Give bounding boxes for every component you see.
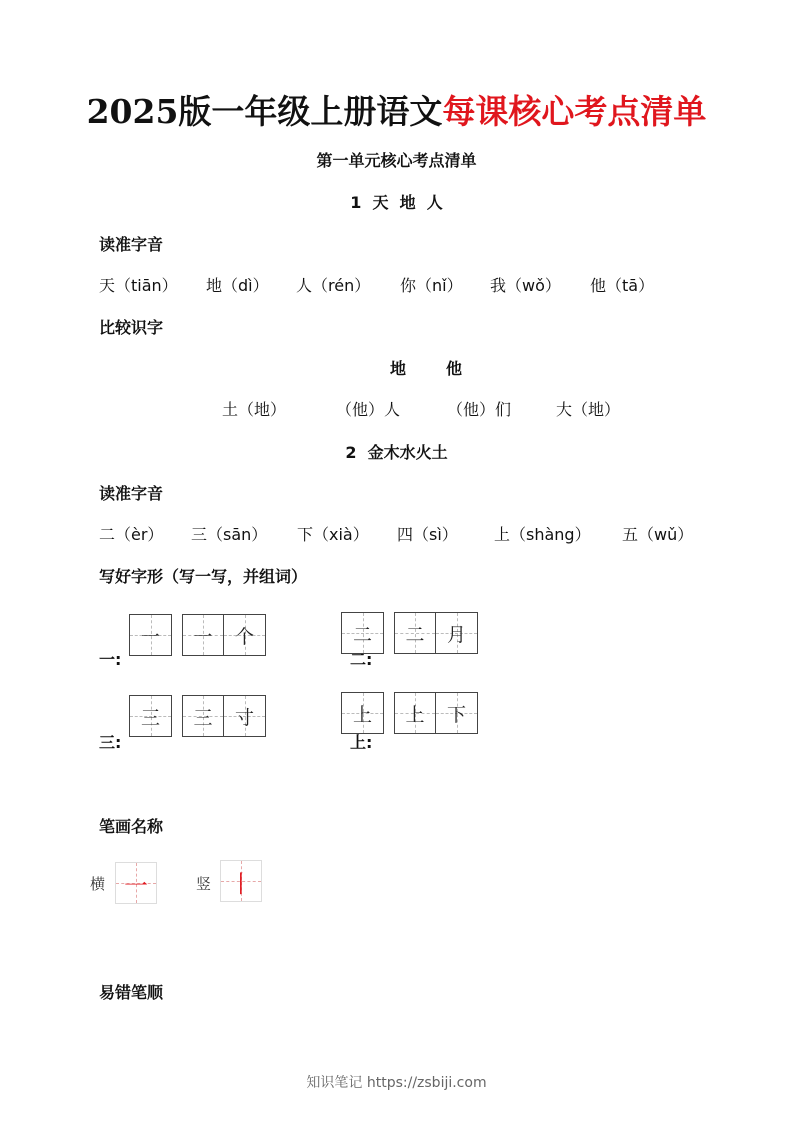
lesson-2-pinyin-item: 二（èr） [99, 525, 164, 544]
writing-word-char: 三 [193, 706, 213, 729]
lesson-2-pinyin-item: 上（shàng） [494, 525, 591, 544]
lesson-2-writing-heading: 写好字形（写一写，并组词） [99, 567, 308, 586]
page-title [0, 86, 793, 133]
writing-char-box [341, 612, 384, 654]
writing-char: 一 [140, 625, 160, 648]
strokes-heading: 笔画名称 [99, 817, 164, 836]
compare-word: （他）们 [447, 400, 512, 419]
stroke-box [220, 860, 262, 902]
writing-label: 上: [350, 733, 373, 752]
writing-char-box [341, 692, 384, 734]
writing-word-char: 个 [234, 625, 254, 648]
lesson-1-pinyin-item: 地（dì） [206, 276, 269, 295]
page-title-main: 2025版一年级上册语文 [86, 92, 443, 131]
footer-watermark: 知识笔记 https://zsbiji.com [306, 1075, 487, 1091]
lesson-1-pinyin-heading: 读准字音 [99, 235, 164, 254]
lesson-1-pinyin-item: 人（rén） [296, 276, 371, 295]
writing-word-char: 下 [446, 703, 466, 726]
stroke-name: 竖 [196, 875, 212, 893]
writing-label: 三: [99, 733, 122, 752]
writing-word-box [394, 692, 478, 734]
writing-word-char: 一 [193, 625, 213, 648]
lesson-2-title: 2 金木水火土 [345, 443, 448, 462]
writing-char: 上 [352, 703, 372, 726]
lesson-1-title: 1 天 地 人 [350, 193, 443, 212]
compare-word: （他）人 [336, 400, 401, 419]
compare-word: 土（地） [222, 400, 287, 419]
compare-char: 他 [446, 359, 463, 378]
writing-word-box [394, 612, 478, 654]
writing-char-box [129, 695, 172, 737]
writing-word-char: 月 [446, 623, 466, 646]
page-title-highlight: 每课核心考点清单 [442, 92, 707, 131]
writing-word-char: 寸 [234, 706, 254, 729]
lesson-1-pinyin-item: 他（tā） [590, 276, 655, 295]
lesson-1-pinyin-item: 我（wǒ） [490, 276, 561, 295]
writing-word-char: 二 [405, 623, 425, 646]
writing-word-box [182, 614, 266, 656]
stroke-order-heading: 易错笔顺 [99, 983, 164, 1002]
writing-char: 二 [352, 623, 372, 646]
lesson-1-compare-heading: 比较识字 [99, 318, 164, 337]
lesson-2-pinyin-item: 三（sān） [191, 525, 268, 544]
writing-label: 一: [99, 650, 122, 669]
stroke-heng-glyph: 一 [124, 871, 148, 900]
stroke-shu-glyph: 丨 [229, 869, 253, 898]
unit-title: 第一单元核心考点清单 [316, 151, 477, 170]
compare-char: 地 [390, 359, 407, 378]
lesson-2-pinyin-item: 下（xià） [297, 525, 369, 544]
writing-label: 二: [350, 650, 373, 669]
stroke-box [115, 862, 157, 904]
writing-char: 三 [140, 706, 160, 729]
writing-word-char: 上 [405, 703, 425, 726]
writing-word-box [182, 695, 266, 737]
writing-char-box [129, 614, 172, 656]
lesson-2-pinyin-item: 五（wǔ） [622, 525, 694, 544]
lesson-1-pinyin-item: 天（tiān） [99, 276, 178, 295]
lesson-2-pinyin-item: 四（sì） [397, 525, 458, 544]
compare-word: 大（地） [556, 400, 621, 419]
stroke-name: 横 [90, 875, 106, 893]
lesson-1-pinyin-item: 你（nǐ） [400, 276, 463, 295]
lesson-2-pinyin-heading: 读准字音 [99, 484, 164, 503]
